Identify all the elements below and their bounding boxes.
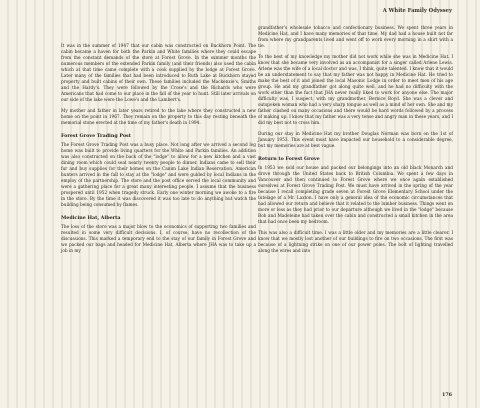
section-heading: Forest Grove Trading Post bbox=[61, 133, 131, 139]
left-column bbox=[61, 44, 256, 260]
page-number: 176 bbox=[441, 392, 452, 398]
paragraph: In 1953 we sold our house and packed our belongings into an old black Monarch and drove through the United States back to British Columbia. We spent a few days in Vancouver and then continued to Forest Grove where we once again established ourselves at Forest Grove Trading Post. We must have arrived in the spring of the year because I recall completing grade seven at Forest Grove Elementary School under the tutelage of a Mr. Laxton. I have only a general idea of the economic circumstances that had allowed our return and believe that it related to the lumber business. Things went on more or less as they had prior to our departure although we lived in the "lodge" because Bob and Madeleine had taken over the cabin and constructed a small kitchen in the area that had once been my bedroom. bbox=[258, 166, 453, 225]
section-heading: Medicine Hat, Alberta bbox=[61, 215, 121, 221]
running-header: A White Family Odyssey bbox=[382, 8, 452, 14]
paragraph: The Forest Grove Trading Post was a busy place. Not long after we arrived a second log home was built to provide living quarters for the White and Parkin families. An addition was also constructed on the back of the "lodge" to allow for a new kitchen and a vast dining room which could seat nearly twenty people to dinner. Indians came to sell their fur and buy supplies for their homes on the Canim Lake Indian Reservation. American hunters arrived in the fall to stay at the "lodge" and were guided by local Indians in the employ of the partnership. The store and the post office served the local community and were a gathering place for a great many interesting people. I assume that the business prospered until 1952 when tragedy struck. Early one winter morning we awoke to a fire in the store. By the time it was discovered it was too late to do anything but watch the building being consumed by flames. bbox=[61, 143, 256, 208]
paragraph: This was also a difficult time. I was a little older and my memories are a little clearer. I know that we mostly lost another of our buildings to fire on two occasions. The first was because of a lightning strike on one of our power poles. The bolt of lighting travelled along the wires and into bbox=[258, 231, 453, 254]
paragraph: To the best of my knowledge my mother did not work while she was in Medicine Hat. I know that she became very involved as an accompanist for a singer called Arlene Lewis. Arlene was the wife of a local doctor and was, I think, quite talented. I know that it would be an understatement to say that my father was not happy in Medicine Hat. He tried to make the best of it and joined the local Masonic Lodge in order to meet men of his age group. He and my grandfather got along quite well, and he had no difficulty with the work other than the fact that JHA never really liked to work for anyone else. The major difficulty was, I suspect, with my grandmother, Bernice Boyd. She was a clever and outspoken woman who had a very sharp tongue as well as a mind of her own. She and my father clashed on many occasions and there would be hard words followed by a process of making up. I know that my father was a very tense and angry man in these years, and I did my best not to cross him. bbox=[258, 55, 453, 126]
paragraph: During our stay in Medicine Hat my brother Douglas Norman was born on the 1st of January 1953. This event must have impacted our household to a considerable degree, but my memories are at best vague. bbox=[258, 132, 453, 149]
right-column bbox=[258, 26, 453, 260]
paragraph: It was in the summer of 1947 that our cabin was constructed on Buckhorn Point. The cabin became a haven for both the Parkin and White families where they could escape from the constant demands of the store at Forest Grove. In the summer months the numerous members of the extended Parkin family (and their friends) also used the cabin which at that time came complete with a cook supplied by the lodge at Forest Grove. Later many of the families that had been introduced to Ruth Lake at Buckhorn stayed property and built cabins of their own. These families included the Mackenzie's, Smiths and the Hardy's. They were followed by the Crose's and the Richards who were Americans that had come to our place in the fall of the year to hunt. Still later arrivals on our side of the lake were the Lowe's and the Lambert's. bbox=[61, 44, 256, 103]
paragraph: grandfather's wholesale tobacco and confectionary business. We spent three years in Medicine Hat, and I have many memories of that time. My dad had a house built not far from where my grandparents lived and went off to work every morning in a shirt with a tie. bbox=[258, 26, 453, 49]
paragraph: The loss of the store was a major blow to the economics of supporting two families and resulted in some very difficult decisions. I, of course, have no recollection of the discussions. This marked a temporary end to the stay of our family in Forest Grove and we packed our bags and headed for Medicine Hat, Alberta where JHA was to take up a job in my bbox=[61, 225, 256, 254]
paragraph: My mother and father in later years retired to the lake where they constructed a new home on the point in 1967. They remain on the property to this day resting beneath the memorial stone erected at the time of my father's death in 1994. bbox=[61, 109, 256, 126]
section-heading: Return to Forest Grove bbox=[258, 156, 320, 162]
